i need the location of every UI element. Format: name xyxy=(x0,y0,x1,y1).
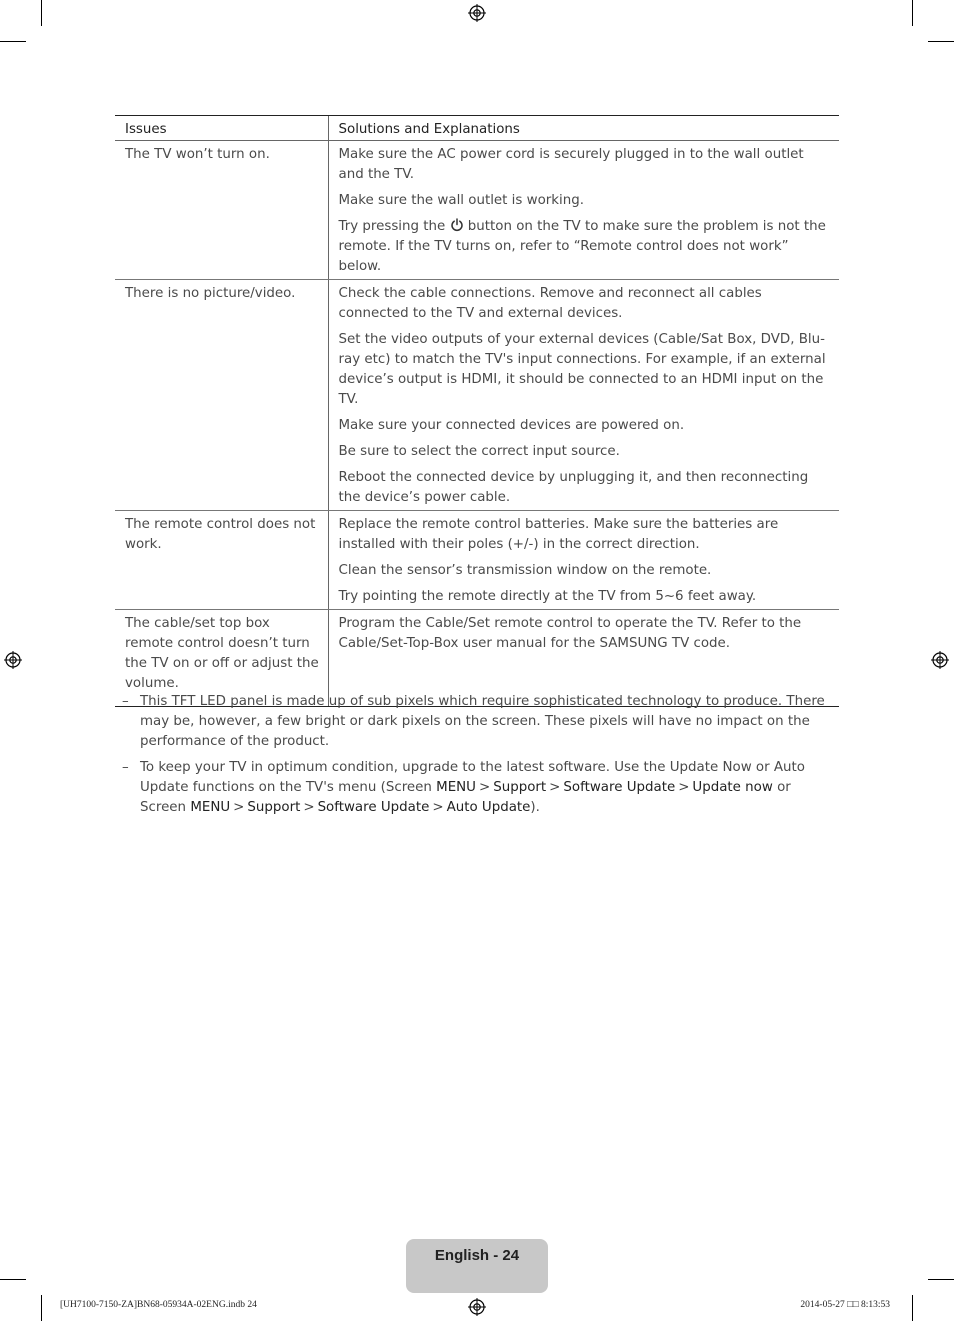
solution-text: Check the cable connections. Remove and reconnect all cables connected to the TV and external devices. xyxy=(338,286,762,321)
note-item xyxy=(120,692,840,752)
registration-mark-icon xyxy=(4,651,22,669)
registration-mark-icon xyxy=(931,651,949,669)
print-slug-right: 2014-05-27 □□ 8:13:53 xyxy=(800,1300,890,1310)
solutions-cell xyxy=(328,141,839,280)
table-row xyxy=(115,141,839,280)
solution-text xyxy=(339,217,832,277)
registration-mark-icon xyxy=(468,1298,486,1316)
note-text: To keep your TV in optimum condition, upgrade to the latest software. Use the Update Now or Auto Update functions on the TV's menu (Screen xyxy=(140,760,805,795)
solution-text-part: button on the TV to make sure the problem is not the remote. If the TV turns on, refer to “Remote control does not work” below. xyxy=(338,219,826,274)
chevron-right-icon: > xyxy=(549,780,561,795)
menu-path-item: Update now xyxy=(692,780,773,795)
menu-path-item: Software Update xyxy=(563,780,676,795)
menu-path-item: Software Update xyxy=(317,800,430,815)
crop-mark xyxy=(0,41,26,42)
menu-path-item: Auto Update xyxy=(446,800,531,815)
chevron-right-icon: > xyxy=(432,800,444,815)
crop-mark xyxy=(912,0,913,26)
chevron-right-icon: > xyxy=(233,800,245,815)
solution-text: Make sure the wall outlet is working. xyxy=(338,193,585,208)
chevron-right-icon: > xyxy=(479,780,491,795)
issue-cell: There is no picture/video. xyxy=(115,280,328,511)
menu-path-item: Support xyxy=(247,800,301,815)
table-row xyxy=(115,511,839,610)
menu-path-item: MENU xyxy=(190,800,231,815)
menu-path-item: MENU xyxy=(436,780,476,795)
troubleshooting-table xyxy=(115,115,839,707)
crop-mark xyxy=(928,41,954,42)
header-issues: Issues xyxy=(115,116,328,141)
chevron-right-icon: > xyxy=(303,800,315,815)
solution-text: Set the video outputs of your external devices (Cable/Sat Box, DVD, Blu-ray etc) to match the TV's input connections. For example, if an external device’s output is HDMI, it should be connected to an HDMI input on the TV. xyxy=(338,332,826,407)
issue-cell: The cable/set top box remote control doesn’t turn the TV on or off or adjust the volume. xyxy=(115,610,328,707)
page-number-tab: English - 24 xyxy=(406,1239,548,1293)
solution-text: Clean the sensor’s transmission window on the remote. xyxy=(338,563,712,578)
solution-text: Reboot the connected device by unplugging it, and then reconnecting the device’s power cable. xyxy=(338,470,809,505)
crop-mark xyxy=(41,0,42,26)
issue-cell: The TV won’t turn on. xyxy=(115,141,328,280)
note-text: This TFT LED panel is made up of sub pixels which require sophisticated technology to produce. There may be, however, a few bright or dark pixels on the screen. These pixels will have no impact on the performance of the product. xyxy=(140,694,825,749)
crop-mark xyxy=(928,1279,954,1280)
solution-text: Make sure the AC power cord is securely plugged in to the wall outlet and the TV. xyxy=(338,147,804,182)
power-icon xyxy=(450,218,464,232)
menu-path-item: Support xyxy=(493,780,547,795)
solutions-cell xyxy=(328,280,839,511)
solution-text: Program the Cable/Set remote control to operate the TV. Refer to the Cable/Set-Top-Box user manual for the SAMSUNG TV code. xyxy=(338,616,802,651)
note-item xyxy=(120,758,840,818)
chevron-right-icon: > xyxy=(678,780,690,795)
solution-text-part: Try pressing the xyxy=(338,219,446,234)
solutions-cell xyxy=(328,511,839,610)
notes-section xyxy=(120,692,840,824)
solution-text: Try pointing the remote directly at the TV from 5~6 feet away. xyxy=(338,589,757,604)
crop-mark xyxy=(0,1279,26,1280)
header-solutions: Solutions and Explanations xyxy=(328,116,839,141)
table-header-row xyxy=(115,116,839,141)
note-text: or Screen xyxy=(140,780,791,815)
solution-text: Make sure your connected devices are powered on. xyxy=(338,418,685,433)
solution-text: Replace the remote control batteries. Make sure the batteries are installed with their poles (+/-) in the correct direction. xyxy=(338,517,779,552)
table-row xyxy=(115,280,839,511)
crop-mark xyxy=(41,1295,42,1321)
registration-mark-icon xyxy=(468,4,486,22)
crop-mark xyxy=(912,1295,913,1321)
print-slug-left: [UH7100-7150-ZA]BN68-05934A-02ENG.indb 24 xyxy=(60,1300,257,1310)
note-dash: – xyxy=(122,694,129,709)
note-dash: – xyxy=(122,760,129,775)
solution-text: Be sure to select the correct input source. xyxy=(338,444,620,459)
note-text: ). xyxy=(530,800,540,815)
issue-cell: The remote control does not work. xyxy=(115,511,328,610)
